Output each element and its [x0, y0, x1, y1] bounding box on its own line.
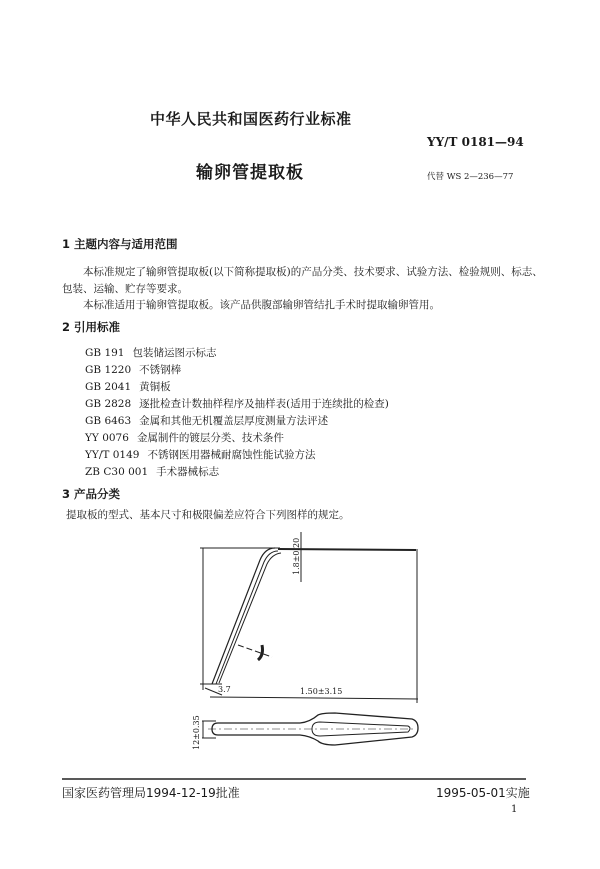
issuing-authority-heading: 中华人民共和国医药行业标准 — [150, 110, 352, 128]
reference-code: GB 6463 — [85, 415, 132, 427]
reference-title: 金属制件的镀层分类、技术条件 — [136, 432, 284, 444]
document-title: 输卵管提取板 — [196, 163, 304, 183]
tip-dimension: 3.7 — [218, 685, 231, 694]
reference-code: GB 191 — [85, 347, 125, 359]
replaces-standard: 代替 WS 2—236—77 — [427, 172, 514, 182]
section-1-paragraph: 本标准规定了输卵管提取板(以下简称提取板)的产品分类、技术要求、试验方法、检验规则、标志、 — [83, 266, 543, 278]
reference-title: 不锈钢医用器械耐腐蚀性能试验方法 — [147, 449, 316, 461]
section-1-heading: 1 主题内容与适用范围 — [62, 237, 178, 251]
approval-date: 国家医药管理局1994-12-19批准 — [62, 786, 240, 800]
reference-title: 逐批检查计数抽样程序及抽样表(适用于连续批的检查) — [139, 398, 389, 410]
reference-code: GB 2041 — [85, 381, 132, 393]
top-view — [202, 713, 418, 745]
page-number: 1 — [511, 804, 518, 815]
reference-title: 包装储运图示标志 — [132, 347, 217, 359]
section-3-paragraph: 提取板的型式、基本尺寸和极限偏差应符合下列图样的规定。 — [66, 509, 350, 521]
length-dimension: 1.50±3.15 — [300, 687, 343, 696]
reference-title: 手术器械标志 — [156, 466, 220, 478]
reference-title: 不锈钢棒 — [139, 364, 182, 376]
standard-code: YY/T 0181—94 — [427, 135, 524, 149]
width-dimension: 12±0.35 — [192, 715, 201, 750]
reference-code: YY/T 0149 — [85, 449, 140, 461]
thickness-dimension: 1.8±0.20 — [292, 537, 301, 575]
reference-title: 金属和其他无机覆盖层厚度测量方法评述 — [139, 415, 329, 427]
section-1-paragraph: 本标准适用于输卵管提取板。该产品供腹部输卵管结扎手术时提取输卵管用。 — [83, 299, 440, 311]
section-1-paragraph: 包装、运输、贮存等要求。 — [62, 283, 188, 295]
section-2-heading: 2 引用标准 — [62, 320, 121, 334]
side-view — [200, 532, 418, 703]
reference-code: YY 0076 — [85, 432, 129, 444]
reference-code: GB 1220 — [85, 364, 132, 376]
section-3-heading: 3 产品分类 — [62, 487, 121, 501]
effective-date: 1995-05-01实施 — [436, 786, 530, 800]
reference-code: ZB C30 001 — [85, 466, 149, 478]
reference-title: 黄铜板 — [139, 381, 171, 393]
reference-code: GB 2828 — [85, 398, 132, 410]
